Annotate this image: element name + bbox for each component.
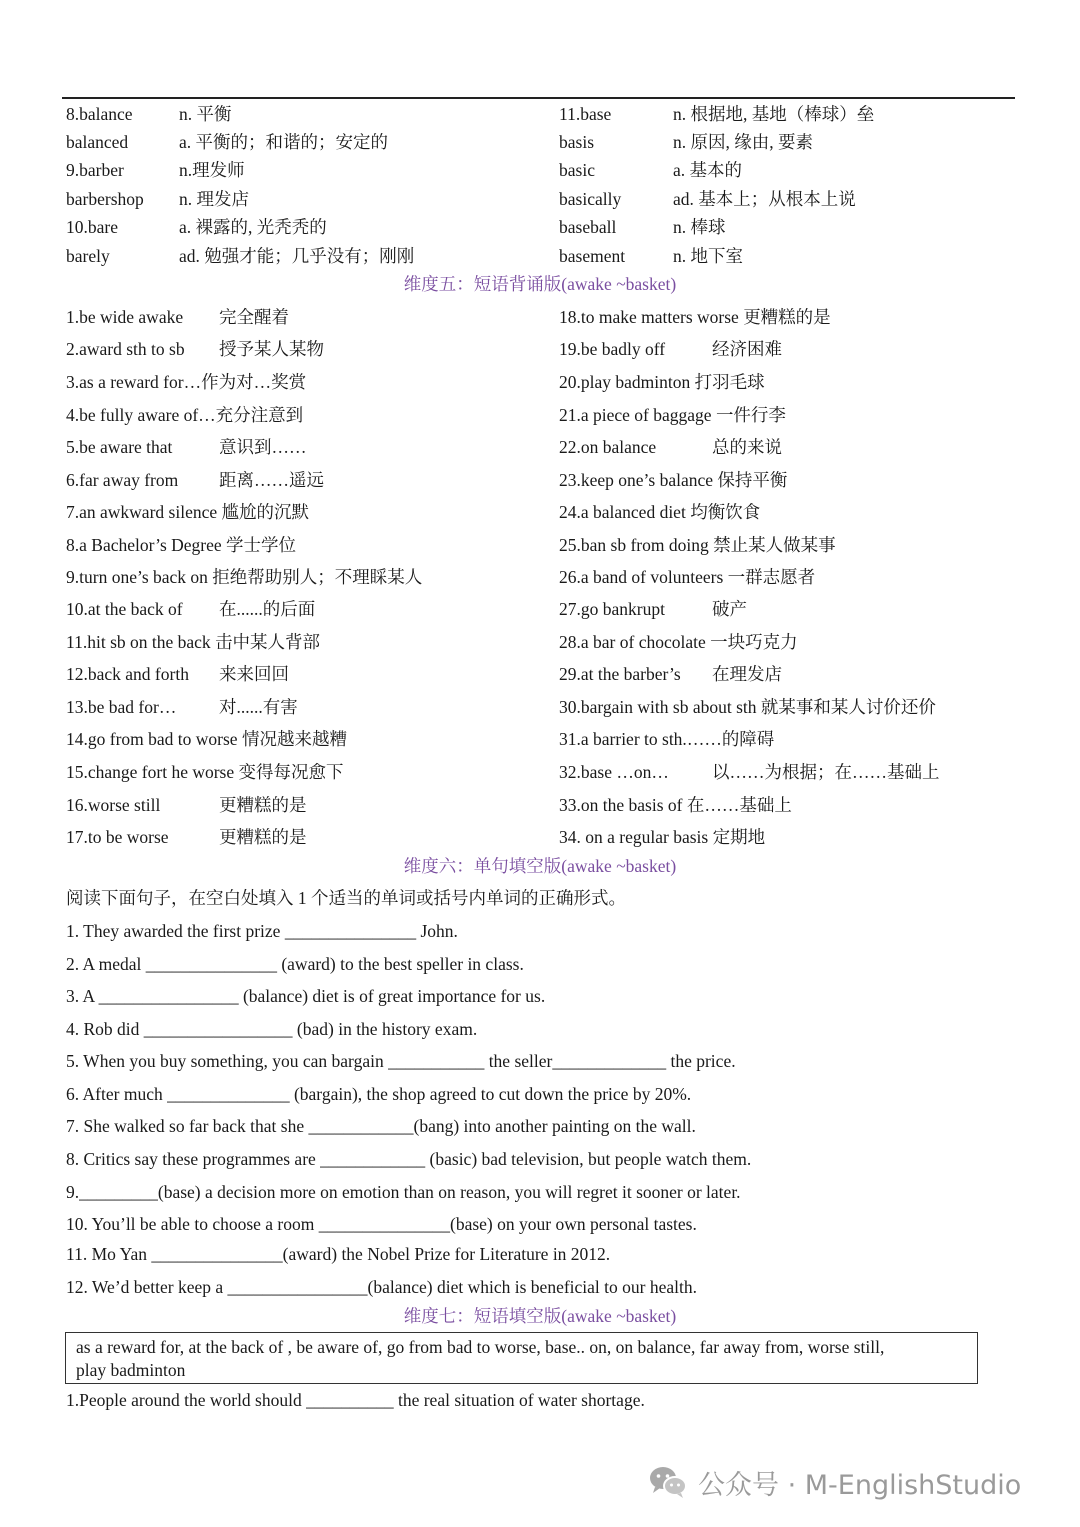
- exercise-item: 9._________(base) a decision more on emotion than on reason, you will regret it sooner or later.: [66, 1182, 741, 1202]
- exercise-item: 3. A ________________ (balance) diet is of great importance for us.: [66, 986, 546, 1006]
- vocab-item: [559, 216, 726, 238]
- vocab-item: [559, 245, 743, 267]
- phrase-meaning: 完全醒着: [219, 307, 289, 327]
- phrase: 16.worse still: [66, 795, 161, 815]
- vocab-word: basically: [559, 189, 622, 209]
- exercise-item: 6. After much ______________ (bargain), the shop agreed to cut down the price by 20%.: [66, 1084, 692, 1104]
- phrase: 10.at the back of: [66, 599, 183, 619]
- phrase-meaning: 在……基础上: [686, 795, 792, 815]
- exercise-item: 5. When you buy something, you can bargain ___________ the seller_____________ the price.: [66, 1051, 736, 1071]
- phrase-meaning: 击中某人背部: [215, 632, 321, 652]
- word-bank-box: [65, 1332, 978, 1384]
- phrase: 30.bargain with sb about sth: [559, 697, 757, 717]
- phrase-item: [66, 663, 289, 685]
- phrase-meaning: 情况越来越糟: [241, 729, 347, 749]
- vocab-word: 10.bare: [66, 217, 118, 237]
- top-divider: [62, 97, 1015, 99]
- phrase-meaning: 一群志愿者: [727, 567, 816, 587]
- phrase: 21.a piece of baggage: [559, 405, 712, 425]
- phrase-meaning: 距离……遥远: [219, 470, 324, 490]
- phrase-meaning: 在理发店: [712, 664, 782, 684]
- phrase-item: [559, 794, 792, 816]
- section6-instruction: 阅读下面句子，在空白处填入 1 个适当的单词或括号内单词的正确形式。: [66, 888, 626, 908]
- vocab-definition: ad. 基本上；从根本上说: [673, 189, 856, 209]
- vocab-word: 8.balance: [66, 104, 133, 124]
- vocab-definition: a. 基本的: [673, 160, 743, 180]
- wechat-icon: [648, 1465, 688, 1499]
- vocab-word: basis: [559, 132, 594, 152]
- section7-title: 维度七：短语填空版(awake ~basket): [403, 1306, 677, 1326]
- phrase-meaning: 拒绝帮助别人；不理睬某人: [212, 567, 423, 587]
- phrase: 2.award sth to sb: [66, 339, 185, 359]
- section5-title: 维度五：短语背诵版(awake ~basket): [403, 274, 677, 294]
- phrase: 26.a band of volunteers: [559, 567, 724, 587]
- vocab-item: [66, 159, 245, 181]
- phrase: 7.an awkward silence: [66, 502, 218, 522]
- vocab-item: [66, 131, 389, 153]
- vocab-definition: ad. 勉强才能；几乎没有；刚刚: [179, 246, 415, 266]
- vocab-word: 9.barber: [66, 160, 124, 180]
- phrase: 15.change fort he worse: [66, 762, 235, 782]
- phrase-item: [66, 826, 307, 848]
- exercise-item: 4. Rob did _________________ (bad) in the history exam.: [66, 1019, 478, 1039]
- phrase-item: [559, 598, 747, 620]
- phrase: 34. on a regular basis: [559, 827, 709, 847]
- phrase: 29.at the barber’s: [559, 664, 681, 684]
- exercise-item: 1.People around the world should __________ the real situation of water shortage.: [66, 1390, 645, 1410]
- phrase-item: [66, 728, 347, 750]
- phrase-meaning: 更糟糕的是: [219, 795, 307, 815]
- vocab-item: [559, 131, 813, 153]
- phrase-meaning: 对......有害: [219, 697, 298, 717]
- phrase: 17.to be worse: [66, 827, 169, 847]
- phrase-item: [559, 663, 782, 685]
- phrase: 27.go bankrupt: [559, 599, 665, 619]
- phrase-meaning: 保持平衡: [717, 470, 788, 490]
- phrase-meaning: 破产: [712, 599, 747, 619]
- vocab-word: basement: [559, 246, 626, 266]
- phrase-meaning: 在......的后面: [219, 599, 316, 619]
- exercise-item: 12. We’d better keep a ________________(balance) diet which is beneficial to our health.: [66, 1277, 697, 1297]
- phrase: 25.ban sb from doing: [559, 535, 709, 555]
- phrase-item: [66, 306, 289, 328]
- phrase-meaning: 尴尬的沉默: [221, 502, 309, 522]
- exercise-item: 1. They awarded the first prize _______________ John.: [66, 921, 458, 941]
- phrase-item: [66, 338, 324, 360]
- phrase-item: [66, 404, 303, 426]
- phrase-item: [559, 566, 815, 588]
- vocab-item: [559, 159, 743, 181]
- phrase: 19.be badly off: [559, 339, 666, 359]
- word-bank-line: as a reward for, at the back of , be aware of, go from bad to worse, base.. on, on balance, far away from, worse still,: [76, 1337, 885, 1357]
- phrase-item: [559, 469, 787, 491]
- phrase-item: [559, 761, 940, 783]
- phrase-item: [66, 371, 306, 393]
- phrase-item: [66, 598, 316, 620]
- phrase-meaning: 学士学位: [226, 535, 297, 555]
- vocab-word: baseball: [559, 217, 617, 237]
- vocab-item: [66, 103, 232, 125]
- vocab-item: [559, 103, 875, 125]
- vocab-word: barbershop: [66, 189, 144, 209]
- vocab-definition: n. 地下室: [673, 246, 743, 266]
- phrase: 6.far away from: [66, 470, 179, 490]
- phrase-item: [66, 696, 298, 718]
- vocab-definition: n. 理发店: [179, 189, 249, 209]
- watermark-text: 公众号 · M-EnglishStudio: [698, 1469, 1022, 1501]
- phrase: 4.be fully aware of…: [66, 405, 216, 425]
- phrase-meaning: 充分注意到: [215, 405, 304, 425]
- phrase-item: [559, 728, 774, 750]
- phrase: 31.a barrier to sth.: [559, 729, 687, 749]
- phrase: 1.be wide awake: [66, 307, 184, 327]
- phrase-item: [559, 436, 782, 458]
- phrase-meaning: ……的障碍: [686, 729, 775, 749]
- section6-title: 维度六：单句填空版(awake ~basket): [403, 856, 677, 876]
- phrase-meaning: 打羽毛球: [694, 372, 765, 392]
- phrase-meaning: 更糟糕的是: [219, 827, 307, 847]
- phrase: 11.hit sb on the back: [66, 632, 211, 652]
- phrase: 28.a bar of chocolate: [559, 632, 706, 652]
- phrase-meaning: 均衡饮食: [690, 502, 761, 522]
- phrase-item: [559, 371, 765, 393]
- vocab-definition: n. 根据地, 基地（棒球）垒: [673, 104, 875, 124]
- phrase-meaning: 授予某人某物: [219, 339, 324, 359]
- phrase-item: [66, 631, 320, 653]
- vocab-definition: a. 裸露的, 光秃秃的: [179, 217, 327, 237]
- vocab-definition: n.理发师: [179, 160, 245, 180]
- phrase-item: [66, 501, 309, 523]
- phrase-meaning: 变得每况愈下: [238, 762, 344, 782]
- vocab-word: 11.base: [559, 104, 612, 124]
- phrase-meaning: 意识到……: [219, 437, 307, 457]
- phrase-meaning: 总的来说: [712, 437, 782, 457]
- exercise-item: 2. A medal _______________ (award) to the best speller in class.: [66, 954, 524, 974]
- phrase-item: [559, 534, 836, 556]
- phrase-item: [66, 566, 422, 588]
- phrase-meaning: 禁止某人做某事: [713, 535, 836, 555]
- phrase: 8.a Bachelor’s Degree: [66, 535, 222, 555]
- phrase: 9.turn one’s back on: [66, 567, 208, 587]
- phrase: 3.as a reward for…: [66, 372, 202, 392]
- phrase: 23.keep one’s balance: [559, 470, 714, 490]
- vocab-definition: a. 平衡的；和谐的；安定的: [179, 132, 389, 152]
- phrase: 33.on the basis of: [559, 795, 683, 815]
- vocab-item: [66, 188, 249, 210]
- vocab-word: barely: [66, 246, 110, 266]
- phrase-meaning: 以……为根据；在……基础上: [712, 762, 940, 782]
- phrase-meaning: 更糟糕的是: [743, 307, 831, 327]
- phrase-item: [559, 404, 786, 426]
- phrase-meaning: 作为对…奖赏: [201, 372, 307, 392]
- watermark: [648, 1462, 1021, 1502]
- exercise-item: 8. Critics say these programmes are ____________ (basic) bad television, but people watch them.: [66, 1149, 752, 1169]
- vocab-word: basic: [559, 160, 595, 180]
- vocab-word: balanced: [66, 132, 129, 152]
- vocab-item: [66, 245, 415, 267]
- phrase-meaning: 来来回回: [219, 664, 289, 684]
- phrase: 12.back and forth: [66, 664, 189, 684]
- phrase-item: [559, 501, 760, 523]
- phrase-item: [559, 338, 782, 360]
- vocab-item: [66, 216, 327, 238]
- phrase-meaning: 一块巧克力: [710, 632, 798, 652]
- phrase-meaning: 一件行李: [715, 405, 786, 425]
- vocab-definition: n. 平衡: [179, 104, 232, 124]
- phrase-item: [559, 306, 831, 328]
- phrase-meaning: 经济困难: [712, 339, 782, 359]
- word-bank-line: play badminton: [76, 1360, 186, 1380]
- phrase-item: [66, 761, 344, 783]
- vocab-definition: n. 棒球: [673, 217, 726, 237]
- phrase: 24.a balanced diet: [559, 502, 686, 522]
- phrase-item: [66, 794, 307, 816]
- phrase-meaning: 定期地: [712, 827, 766, 847]
- exercise-item: 11. Mo Yan _______________(award) the Nobel Prize for Literature in 2012.: [66, 1244, 611, 1264]
- phrase-item: [66, 436, 307, 458]
- phrase-item: [66, 534, 296, 556]
- exercise-item: 7. She walked so far back that she ____________(bang) into another painting on the wall.: [66, 1116, 696, 1136]
- phrase-item: [559, 696, 936, 718]
- phrase-meaning: 就某事和某人讨价还价: [760, 697, 936, 717]
- phrase-item: [66, 469, 324, 491]
- vocab-definition: n. 原因, 缘由, 要素: [673, 132, 813, 152]
- vocab-item: [559, 188, 856, 210]
- phrase: 18.to make matters worse: [559, 307, 739, 327]
- phrase-item: [559, 826, 765, 848]
- phrase: 14.go from bad to worse: [66, 729, 238, 749]
- phrase: 32.base …on…: [559, 762, 669, 782]
- exercise-item: 10. You’ll be able to choose a room _______________(base) on your own personal tastes.: [66, 1214, 697, 1234]
- phrase: 20.play badminton: [559, 372, 691, 392]
- phrase: 22.on balance: [559, 437, 657, 457]
- phrase-item: [559, 631, 798, 653]
- phrase: 5.be aware that: [66, 437, 173, 457]
- phrase: 13.be bad for…: [66, 697, 177, 717]
